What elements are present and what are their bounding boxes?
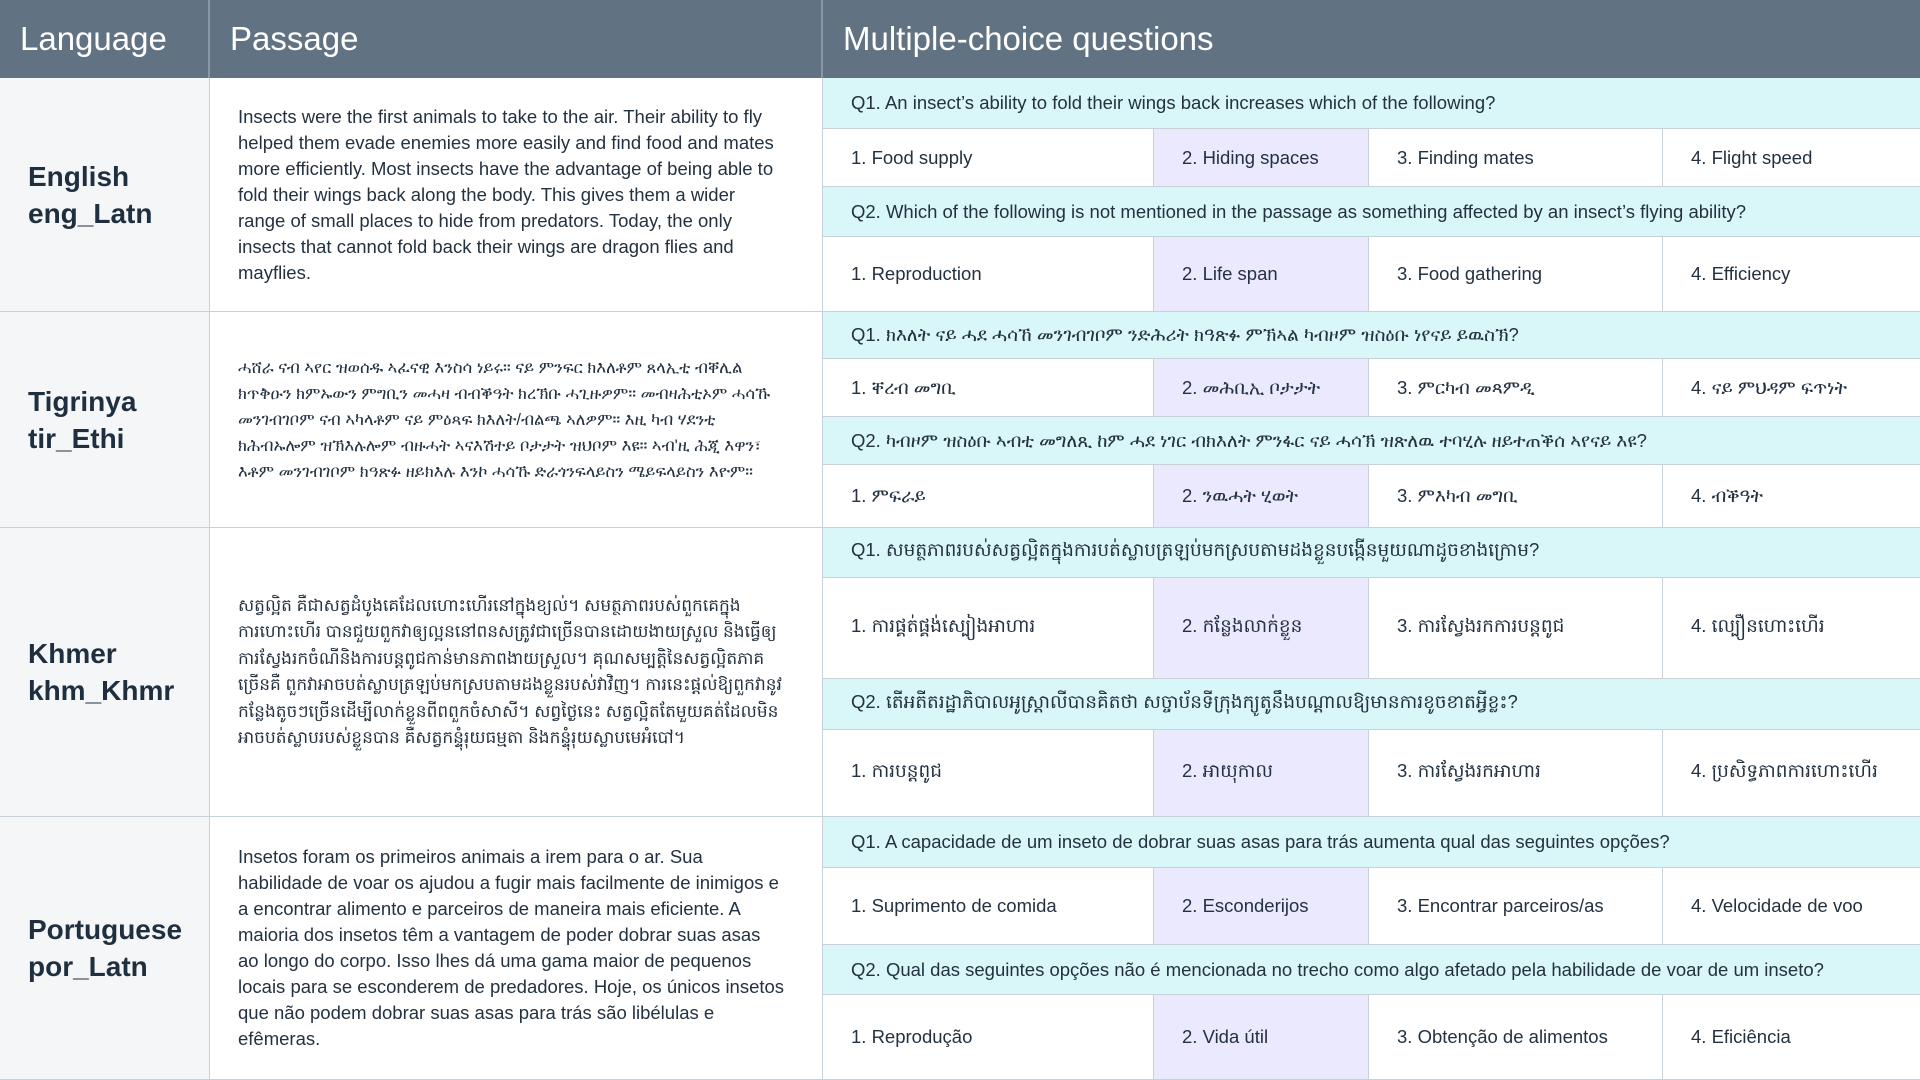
option: 4. ብቕዓት: [1691, 485, 1763, 506]
option: 4. ናይ ምህዳም ፍጥነት: [1691, 376, 1847, 398]
header-passage: Passage: [210, 0, 823, 78]
language-name: Portuguese: [28, 914, 183, 945]
option: 1. Suprimento de comida: [823, 868, 1154, 944]
question-1: Q1. An insect’s ability to fold their wings back increases which of the following?: [823, 78, 1920, 129]
option: 3. Encontrar parceiros/as: [1369, 868, 1663, 944]
option: 3. ការស្វែងរកអាហារ: [1369, 730, 1663, 816]
option: 4. Eficiência: [1691, 1026, 1791, 1047]
language-cell-portuguese: [0, 817, 210, 1080]
passage-cell-english: [210, 78, 823, 312]
language-code: por_Latn: [28, 951, 148, 982]
option: 1. Reproduction: [823, 237, 1154, 311]
question-2-options: [823, 465, 1920, 527]
language-name: Khmer: [28, 638, 117, 669]
question-1: Q1. A capacidade de um inseto de dobrar suas asas para trás aumenta qual das seguintes opções?: [823, 817, 1920, 868]
option-correct: 2. Vida útil: [1154, 995, 1369, 1079]
language-code: eng_Latn: [28, 197, 153, 229]
passage-cell-tigrinya: [210, 312, 823, 528]
question-2: Q2. ካብዞም ዝስዕቡ ኣብቲ መግለጺ ከም ሓደ ነገር ብክእለት ምንፋር ናይ ሓሳኽ ዝጽለዉ ተባሂሉ ዘይተጠቕሰ ኣየናይ እዩ?: [823, 417, 1920, 465]
option: 4. ល្បឿនហោះហើរ: [1691, 614, 1825, 636]
option: 1. Reprodução: [823, 995, 1154, 1079]
passage-text: Insects were the first animals to take to the air. Their ability to fly helped them evade enemies more easily and find food and mates more efficiently. Most insects have the advantage of being able to fold their wings back along the body. This gives them a wider range of small places to hide from predators. Today, the only insects that cannot fold back their wings are dragon flies and mayflies.: [238, 105, 774, 283]
option: 4. Velocidade de voo: [1691, 895, 1863, 916]
passage-text: សត្វល្អិត គឺជាសត្វដំបូងគេដែលហោះហើរនៅក្នុងខ្យល់។ សមត្ថភាពរបស់ពួកគេក្នុងការហោះហើរ បានជួយពួកវាឲ្យល្អននៅពនសត្រូវជាច្រើនបានដោយងាយស្រួល និងធ្វើឲ្យការស្វែងរកចំណីនិងការបន្តពូជកាន់មានភាពងាយស្រួល។ គុណសម្បត្តិនៃសត្វល្អិតភាគច្រើនគឺ ពួកវាអាចបត់ស្លាបត្រឡប់មកស្របតាមដងខ្លួនរបស់វាវិញ។ ការនេះផ្តល់ឱ្យពួកវានូវកន្លែងតូចៗច្រើនដើម្បីលាក់ខ្លួនពីពពួកចំសាសី។ សព្វថ្ងៃនេះ សត្វល្អិតតែមួយគត់ដែលមិនអាចបត់ស្លាបរបស់ខ្លួនបាន គឺសត្វកន្ទុំរុយធម្មតា និងកន្ទុំរុយស្លាបមេអំបៅ។: [238, 595, 782, 747]
passage-cell-portuguese: [210, 817, 823, 1080]
language-code: tir_Ethi: [28, 422, 125, 454]
language-cell-khmer: [0, 528, 210, 817]
questions-cell-khmer: [823, 528, 1920, 817]
question-2-options: [823, 237, 1920, 311]
passage-text: Insetos foram os primeiros animais a irem para o ar. Sua habilidade de voar os ajudou a fugir mais facilmente de inimigos e a encontrar alimento e parceiros de maneira mais eficiente. A maioria dos insetos têm a vantagem de poder dobrar suas asas ao longo do corpo. Isso lhes dá uma gama maior de pequenos locais para se esconderem de predadores. Hoje, os únicos insetos que não podem dobrar suas asas para trás são libélulas e efêmeras.: [238, 846, 785, 1049]
option-correct: 2. መሕቢኢ ቦታታት: [1154, 359, 1369, 416]
option: 1. ការបន្តពូជ: [823, 730, 1154, 816]
option-correct: 2. អាយុកាល: [1154, 730, 1369, 816]
option: 4. ប្រសិទ្ធភាពការហោះហើរ: [1691, 759, 1878, 781]
option: 4. Flight speed: [1691, 146, 1813, 168]
questions-cell-english: [823, 78, 1920, 312]
questions-cell-tigrinya: [823, 312, 1920, 528]
option-correct: 2. Esconderijos: [1154, 868, 1369, 944]
question-1-options: [823, 359, 1920, 417]
option: 1. Food supply: [823, 129, 1154, 186]
questions-cell-portuguese: [823, 817, 1920, 1080]
question-2: Q2. Which of the following is not mentioned in the passage as something affected by an insect’s flying ability?: [823, 187, 1920, 237]
question-2-options: [823, 995, 1920, 1079]
language-name: English: [28, 160, 130, 192]
option-correct: 2. កន្លែងលាក់ខ្លួន: [1154, 578, 1369, 678]
option: 3. Food gathering: [1369, 237, 1663, 311]
question-2-options: [823, 730, 1920, 816]
language-name: Tigrinya: [28, 385, 137, 417]
question-2: Q2. Qual das seguintes opções não é mencionada no trecho como algo afetado pela habilidade de voar de um inseto?: [823, 945, 1920, 995]
option-correct: 2. Life span: [1154, 237, 1369, 311]
option-correct: 2. Hiding spaces: [1154, 129, 1369, 186]
option: 3. Obtenção de alimentos: [1369, 995, 1663, 1079]
header-questions: Multiple-choice questions: [823, 0, 1920, 78]
language-cell-tigrinya: [0, 312, 210, 528]
language-cell-english: [0, 78, 210, 312]
passage-cell-khmer: [210, 528, 823, 817]
option: 3. ምርካብ መጻምዲ: [1369, 359, 1663, 416]
question-1: Q1. សមត្ថភាពរបស់សត្វល្អិតក្នុងការបត់ស្លាបត្រឡប់មកស្របតាមដងខ្លួនបង្កើនមួយណាដូចខាងក្រោម?: [823, 528, 1920, 578]
option: 1. ការផ្គត់ផ្គង់ស្បៀងអាហារ: [823, 578, 1154, 678]
header-language: Language: [0, 0, 210, 78]
question-1-options: [823, 129, 1920, 187]
option: 1. ምፍራይ: [823, 465, 1154, 527]
passage-text: ሓሸራ ናብ ኣየር ዝወሰዱ ኣፈናዊ እንስሳ ነይሩ። ናይ ምንፍር ክእለቶም ጸላኢቲ ብቐሊል ክጥቅዑን ክምኡውን ምግቢን መሓዛ ብብቕዓት ክረኽቡ ሓጊዙዎም። መብዛሕቲኦም ሓሳኹ መንገብገቦም ናብ ኣካላቶም ናይ ምዕጻፍ ክእለት/ብልጫ ኣለዎም። እዚ ካብ ሃደንቲ ክሕብኡሎም ዝኽእሉሎም ብዙሓት ኣናእሽተይ ቦታታት ዝህቦም እዩ። ኣብ'ዚ ሕጂ እዋን፣ እቶም መንገብገቦም ክዓጽፉ ዘይክእሉ እንኮ ሓሳኹ ድራጎንፍላይስን ሜይፍላይስን እዮም።: [238, 358, 771, 481]
question-1-options: [823, 868, 1920, 945]
option-correct: 2. ንዉሓት ሂወት: [1154, 465, 1369, 527]
language-code: khm_Khmr: [28, 675, 175, 706]
option: 3. ការស្វែងរកការបន្តពូជ: [1369, 578, 1663, 678]
option: 4. Efficiency: [1691, 263, 1791, 284]
option: 3. Finding mates: [1369, 129, 1663, 186]
option: 3. ምእካብ መግቢ: [1369, 465, 1663, 527]
question-1: Q1. ክእለት ናይ ሓደ ሓሳኸ መንገብገቦም ንድሕሪት ክዓጽፉ ምኽኣል ካብዞም ዝስዕቡ ነየናይ ይዉስኽ?: [823, 312, 1920, 359]
question-2: Q2. តើអតីតរដ្ឋាភិបាលអូស្ត្រាលីបានគិតថា សច្ចាប័នទីក្រុងក្យូតូនឹងបណ្តាលឱ្យមានការខូចខាតអ្វីខ្លះ?: [823, 679, 1920, 730]
option: 1. ቐረብ መግቢ: [823, 359, 1154, 416]
question-1-options: [823, 578, 1920, 679]
